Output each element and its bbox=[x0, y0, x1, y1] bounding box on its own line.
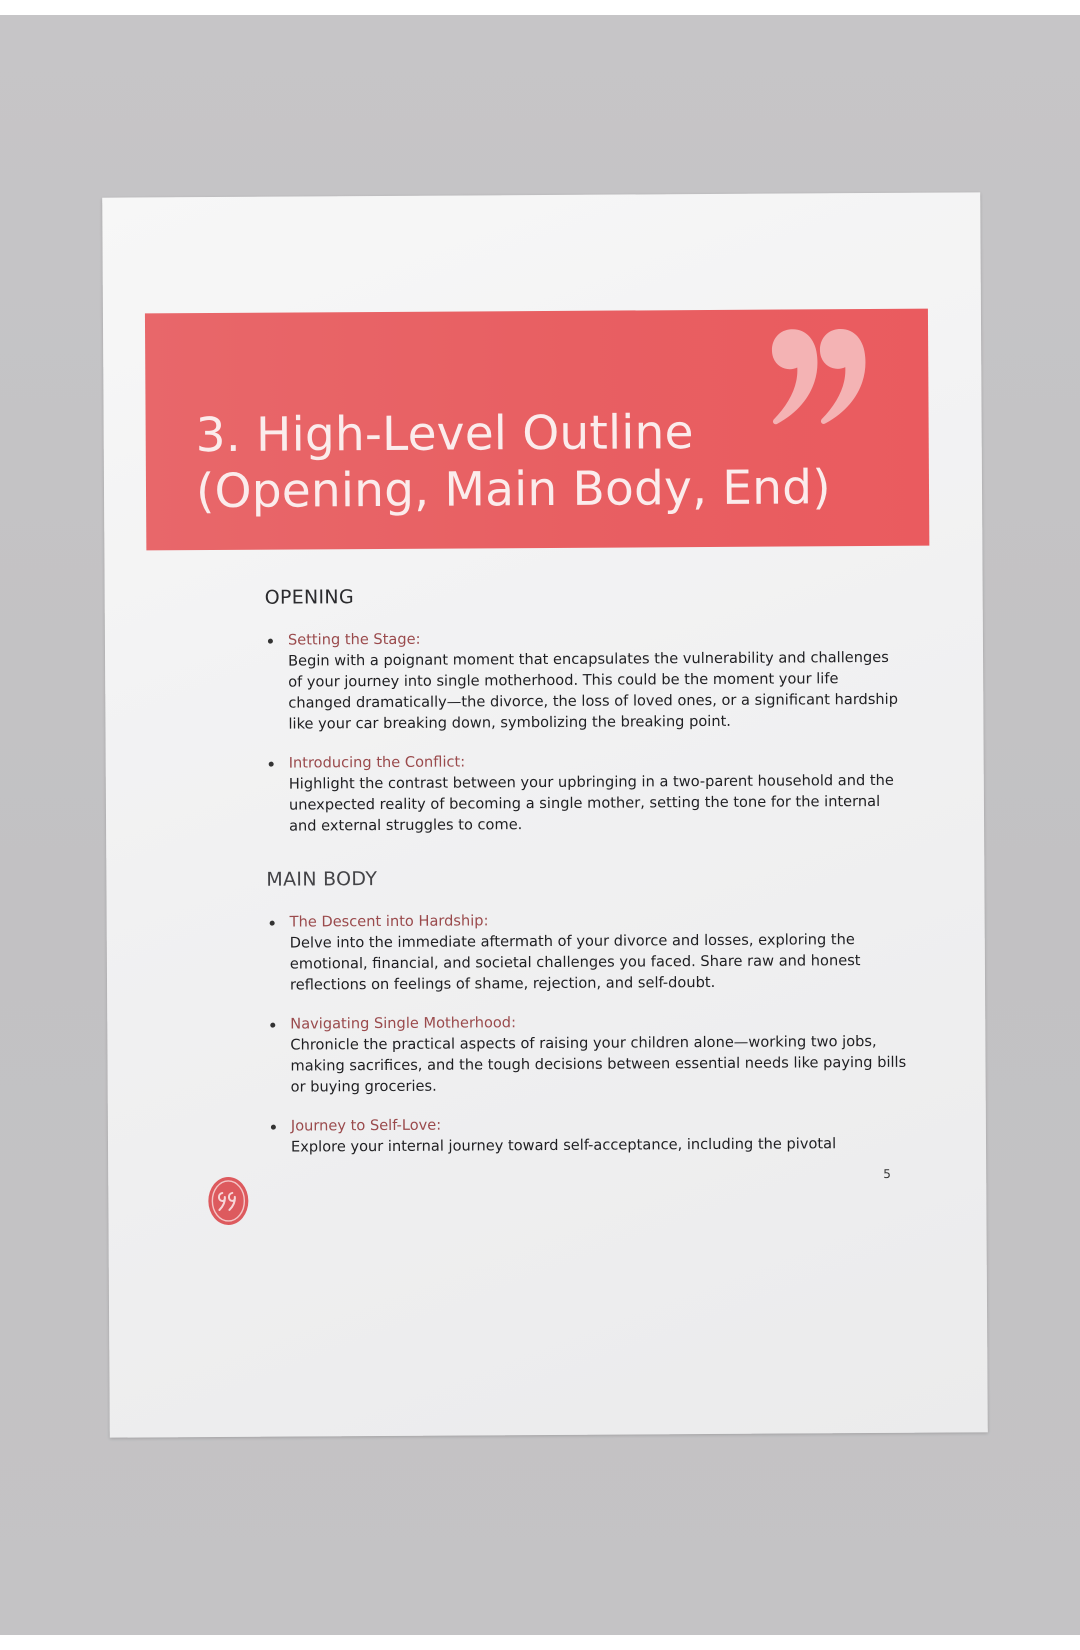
list-item bbox=[266, 750, 906, 837]
outline-content bbox=[265, 583, 909, 1177]
list-item bbox=[267, 1011, 907, 1098]
main-body-list bbox=[267, 909, 908, 1158]
document-page bbox=[102, 192, 988, 1437]
bullet-title: Introducing the Conflict: bbox=[288, 753, 466, 772]
list-item bbox=[267, 909, 907, 996]
opening-list bbox=[265, 627, 906, 837]
quote-mark-icon bbox=[769, 327, 870, 438]
bullet-body: Chronicle the practical aspects of raising your children alone—working two jobs, making sacrifices, and the tough decisions between essential needs like paying bills or buying groceries. bbox=[290, 1032, 907, 1096]
bullet-body: Explore your internal journey toward self-acceptance, including the pivotal bbox=[290, 1135, 837, 1156]
bullet-body: Begin with a poignant moment that encapsulates the vulnerability and challenges of your journey into single motherhood. This could be the moment your life changed dramatically—the divorce, the loss of loved ones, or a significant hardship like your car breaking down, symbolizing the breaking point. bbox=[288, 648, 899, 733]
title-banner bbox=[145, 309, 929, 551]
bullet-title: Journey to Self-Love: bbox=[290, 1116, 442, 1135]
page-title bbox=[196, 404, 857, 520]
photo-backdrop bbox=[0, 15, 1080, 1635]
quote-logo-icon bbox=[207, 1175, 249, 1227]
bullet-body: Highlight the contrast between your upbringing in a two-parent household and the unexpected reality of becoming a single mother, setting the tone for the internal and external struggles to come. bbox=[288, 771, 894, 835]
bullet-title: Setting the Stage: bbox=[287, 630, 421, 649]
page-number: 5 bbox=[883, 1166, 891, 1181]
section-heading-opening: OPENING bbox=[264, 586, 355, 609]
bullet-body: Delve into the immediate aftermath of your divorce and losses, exploring the emotional, financial, and societal challenges you faced. Share raw and honest reflections on feelings of shame, rejection, and self-doubt. bbox=[289, 931, 861, 994]
section-heading-main-body: MAIN BODY bbox=[266, 868, 378, 891]
page-title-line-2: (Opening, Main Body, End) bbox=[195, 460, 831, 520]
list-item bbox=[268, 1113, 908, 1158]
list-item bbox=[265, 627, 906, 735]
bullet-title: Navigating Single Motherhood: bbox=[290, 1014, 517, 1033]
page-title-line-1: 3. High-Level Outline bbox=[195, 405, 694, 464]
bullet-title: The Descent into Hardship: bbox=[289, 912, 489, 931]
